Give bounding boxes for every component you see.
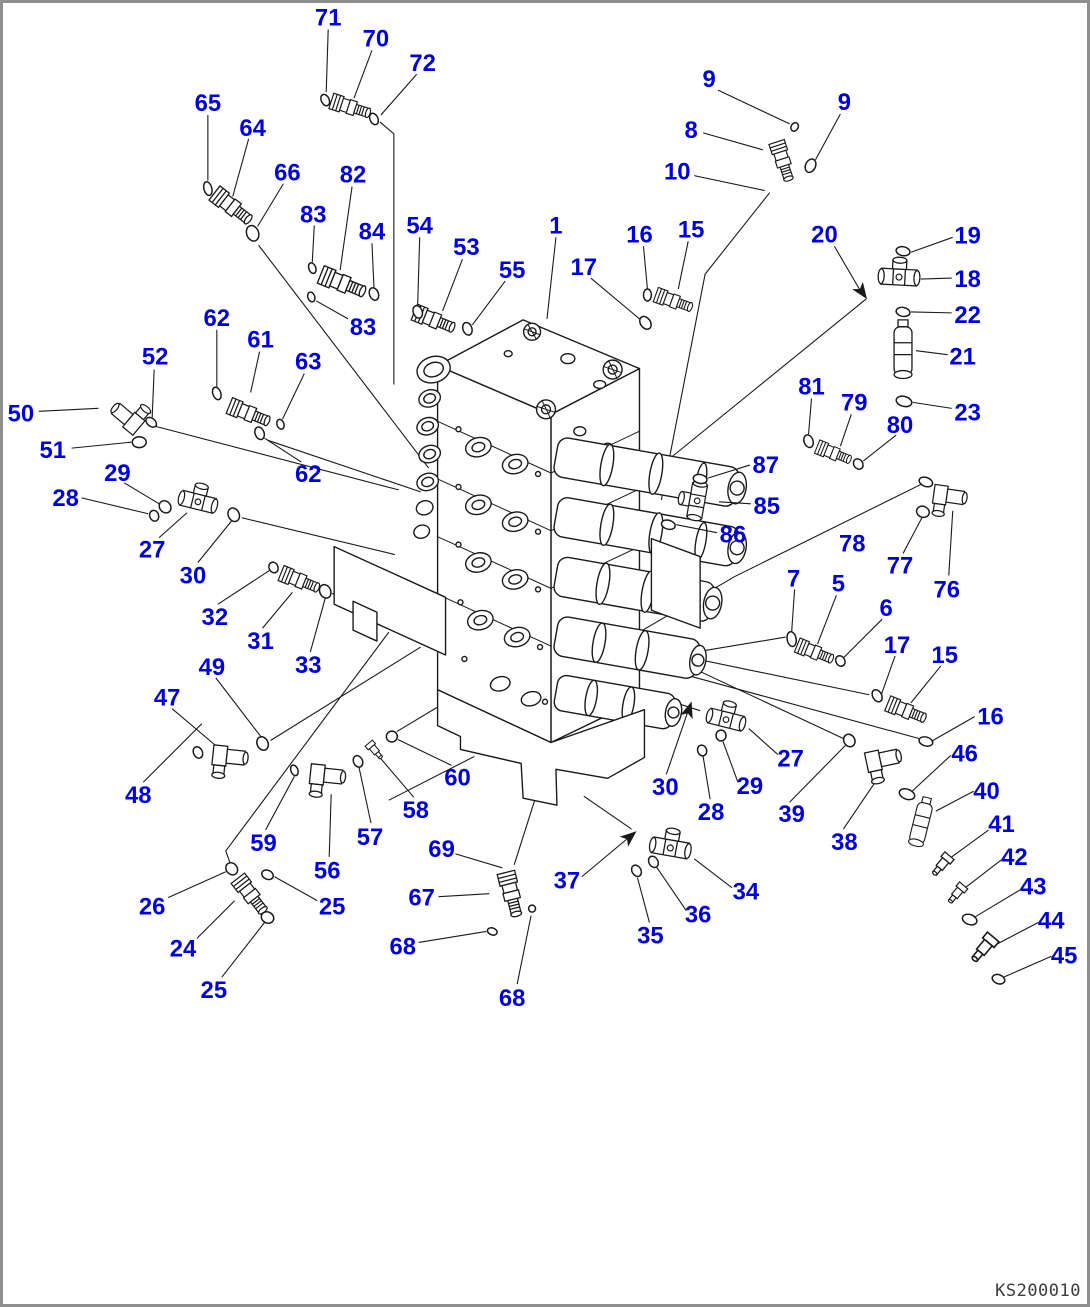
callout-17: 17 bbox=[570, 254, 598, 282]
callout-33: 33 bbox=[295, 651, 322, 679]
callout-61: 61 bbox=[247, 326, 274, 354]
callout-23: 23 bbox=[954, 399, 981, 427]
callout-68: 68 bbox=[389, 933, 417, 961]
callout-25: 25 bbox=[200, 977, 228, 1005]
callout-67: 67 bbox=[408, 884, 435, 912]
callout-35: 35 bbox=[637, 922, 664, 950]
callout-30: 30 bbox=[652, 774, 679, 802]
callout-87: 87 bbox=[752, 451, 780, 479]
callout-26: 26 bbox=[138, 893, 166, 921]
callout-78: 78 bbox=[839, 530, 866, 558]
callout-1: 1 bbox=[549, 212, 563, 240]
callout-47: 47 bbox=[153, 684, 181, 712]
valve-body-illustration bbox=[334, 320, 749, 805]
callout-32: 32 bbox=[201, 604, 229, 632]
callout-64: 64 bbox=[239, 114, 266, 142]
callout-52: 52 bbox=[141, 343, 169, 371]
callout-34: 34 bbox=[732, 878, 760, 906]
callout-24: 24 bbox=[169, 935, 197, 963]
callout-66: 66 bbox=[274, 159, 301, 187]
callout-19: 19 bbox=[954, 222, 981, 250]
callout-21: 21 bbox=[949, 343, 976, 371]
callout-72: 72 bbox=[409, 50, 436, 78]
callout-27: 27 bbox=[777, 745, 804, 773]
callout-83: 83 bbox=[300, 201, 327, 229]
callout-40: 40 bbox=[973, 778, 1000, 806]
callout-80: 80 bbox=[886, 412, 914, 440]
callout-51: 51 bbox=[39, 437, 66, 465]
callout-85: 85 bbox=[753, 492, 781, 520]
callout-49: 49 bbox=[198, 653, 226, 681]
callout-68: 68 bbox=[498, 985, 526, 1013]
callout-17: 17 bbox=[883, 632, 911, 660]
callout-22: 22 bbox=[954, 301, 981, 329]
callout-53: 53 bbox=[453, 234, 480, 262]
callout-15: 15 bbox=[931, 641, 959, 669]
drawing-number: KS200010 bbox=[995, 1281, 1081, 1301]
callout-54: 54 bbox=[406, 212, 433, 240]
callout-28: 28 bbox=[697, 799, 725, 827]
callout-28: 28 bbox=[52, 484, 79, 512]
callout-55: 55 bbox=[498, 257, 526, 285]
callout-7: 7 bbox=[786, 565, 801, 593]
callout-46: 46 bbox=[951, 740, 978, 768]
callout-43: 43 bbox=[1020, 873, 1047, 901]
callout-8: 8 bbox=[684, 116, 698, 144]
callout-50: 50 bbox=[7, 400, 35, 428]
callout-29: 29 bbox=[736, 773, 764, 801]
callout-70: 70 bbox=[362, 25, 390, 53]
callout-27: 27 bbox=[138, 536, 166, 564]
callout-20: 20 bbox=[811, 221, 838, 249]
callout-62: 62 bbox=[203, 304, 231, 332]
callout-38: 38 bbox=[831, 828, 858, 856]
callout-83: 83 bbox=[349, 313, 377, 341]
callout-18: 18 bbox=[954, 266, 981, 294]
callout-44: 44 bbox=[1037, 907, 1065, 935]
callout-31: 31 bbox=[247, 628, 274, 656]
callout-36: 36 bbox=[684, 901, 712, 929]
callout-41: 41 bbox=[988, 811, 1015, 839]
callout-65: 65 bbox=[194, 90, 222, 118]
callout-59: 59 bbox=[250, 829, 277, 857]
callout-71: 71 bbox=[314, 4, 342, 32]
callout-16: 16 bbox=[626, 221, 653, 249]
callout-16: 16 bbox=[977, 703, 1004, 731]
callout-9: 9 bbox=[702, 66, 716, 94]
callout-56: 56 bbox=[313, 857, 341, 885]
callout-9: 9 bbox=[837, 89, 851, 117]
callout-76: 76 bbox=[933, 576, 961, 604]
callout-81: 81 bbox=[798, 373, 825, 401]
callout-60: 60 bbox=[444, 764, 471, 792]
callout-69: 69 bbox=[428, 835, 455, 863]
callout-86: 86 bbox=[719, 521, 747, 549]
callout-82: 82 bbox=[339, 161, 367, 189]
callout-10: 10 bbox=[663, 158, 691, 186]
callout-57: 57 bbox=[356, 823, 384, 851]
callout-58: 58 bbox=[402, 797, 429, 825]
callout-77: 77 bbox=[886, 552, 914, 580]
callout-45: 45 bbox=[1050, 942, 1078, 970]
callout-84: 84 bbox=[358, 218, 386, 246]
callout-25: 25 bbox=[318, 893, 346, 921]
callout-39: 39 bbox=[778, 801, 805, 829]
parts-diagram bbox=[3, 3, 1087, 1304]
callout-63: 63 bbox=[295, 348, 322, 376]
callout-37: 37 bbox=[553, 867, 581, 895]
callout-79: 79 bbox=[841, 389, 868, 417]
callout-5: 5 bbox=[831, 570, 846, 598]
callout-15: 15 bbox=[677, 216, 705, 244]
callout-29: 29 bbox=[104, 459, 131, 487]
callout-48: 48 bbox=[124, 782, 152, 810]
callout-62: 62 bbox=[295, 460, 322, 488]
callout-6: 6 bbox=[879, 595, 893, 623]
callout-30: 30 bbox=[179, 562, 207, 590]
callout-42: 42 bbox=[1001, 843, 1028, 871]
